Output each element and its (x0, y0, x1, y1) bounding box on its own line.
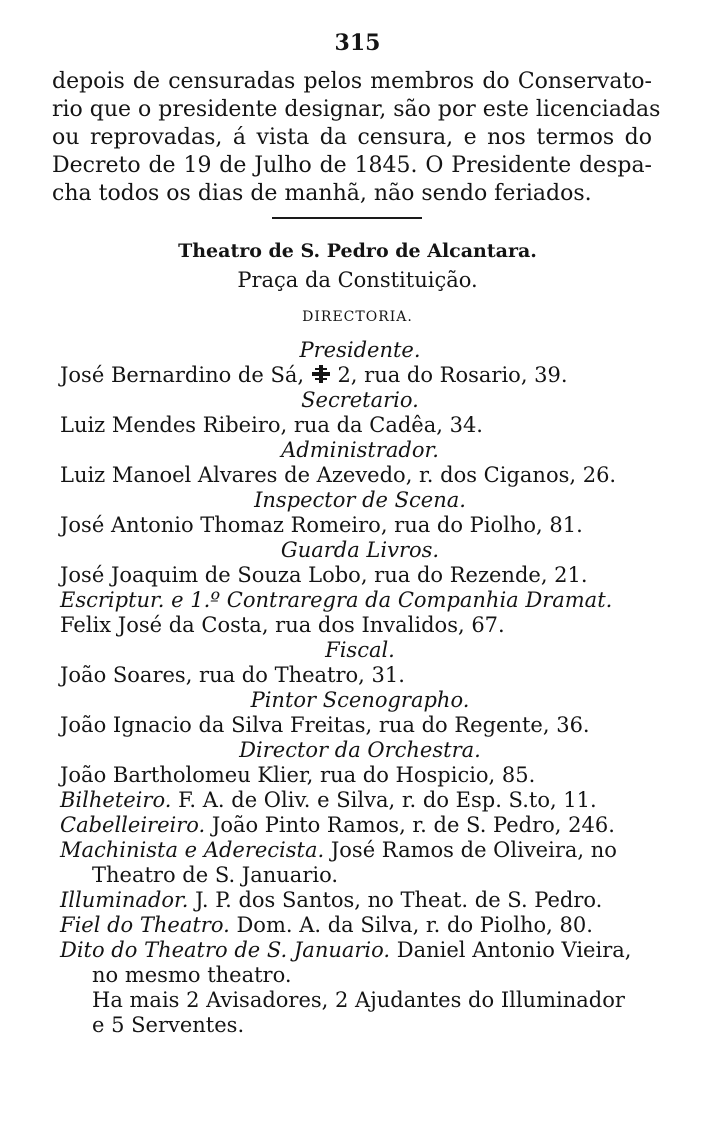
intro-line: Decreto de 19 de Julho de 1845. O Presidente despa- (52, 153, 652, 178)
role-title: Fiel do Theatro. (60, 913, 230, 937)
person-entry: João Pinto Ramos, r. de S. Pedro, 246. (211, 813, 615, 837)
role-title: Presidente. (299, 338, 421, 362)
person-entry: João Soares, rua do Theatro, 31. (60, 663, 405, 687)
inline-entry (60, 938, 660, 963)
inline-entry (60, 913, 660, 938)
role-title: Fiscal. (325, 638, 395, 662)
person-entry: João Ignacio da Silva Freitas, rua do Regente, 36. (60, 713, 590, 737)
section-title: DIRECTORIA. (302, 309, 413, 325)
inline-entry (60, 813, 660, 838)
person-entry: Dom. A. da Silva, r. do Piolho, 80. (236, 913, 593, 937)
person-entry-continued: Theatro de S. Januario. (92, 863, 339, 887)
role-title: Cabelleireiro. (60, 813, 206, 837)
role-title: Illuminador. (60, 888, 189, 912)
role-title: Machinista e Aderecista. (60, 838, 325, 862)
role-title: Guarda Livros. (280, 538, 440, 562)
directory-list (60, 338, 660, 1038)
cross-of-order-icon (311, 364, 331, 384)
inline-entry (60, 838, 660, 863)
person-name: José Bernardino de Sá, (60, 363, 305, 387)
role-title: Administrador. (281, 438, 439, 462)
person-entry: João Bartholomeu Klier, rua do Hospicio, 85. (60, 763, 536, 787)
role-title: Inspector de Scena. (254, 488, 466, 512)
staff-note-continued: e 5 Serventes. (92, 1013, 245, 1037)
person-entry: José Antonio Thomaz Romeiro, rua do Piolho, 81. (60, 513, 583, 537)
role-title: Secretario. (301, 388, 419, 412)
role-title: Dito do Theatro de S. Januario. (60, 938, 391, 962)
person-entry: José Joaquim de Souza Lobo, rua do Rezende, 21. (60, 563, 588, 587)
inline-entry (60, 888, 660, 913)
person-address: 2, rua do Rosario, 39. (337, 363, 568, 387)
role-title: Bilheteiro. (60, 788, 172, 812)
section-divider (272, 217, 422, 219)
person-entry-continued: no mesmo theatro. (92, 963, 292, 987)
role-title: Escriptur. e 1.º Contraregra da Companhia Dramat. (60, 588, 613, 612)
person-entry: Luiz Manoel Alvares de Azevedo, r. dos Ciganos, 26. (60, 463, 617, 487)
person-entry: José Ramos de Oliveira, no (330, 838, 617, 862)
intro-line: depois de censuradas pelos membros do Conservato- (52, 69, 652, 94)
person-entry: F. A. de Oliv. e Silva, r. do Esp. S.to, 11. (178, 788, 597, 812)
theatre-address: Praça da Constituição. (237, 268, 478, 292)
person-entry: Luiz Mendes Ribeiro, rua da Cadêa, 34. (60, 413, 483, 437)
staff-note: Ha mais 2 Avisadores, 2 Ajudantes do Illuminador (92, 988, 625, 1012)
person-entry (60, 363, 660, 388)
person-entry: J. P. dos Santos, no Theat. de S. Pedro. (195, 888, 603, 912)
page-number: 315 (334, 30, 381, 56)
intro-line: ou reprovadas, á vista da censura, e nos termos do (52, 125, 652, 150)
intro-line: rio que o presidente designar, são por este licenciadas (52, 97, 661, 122)
person-entry: Felix José da Costa, rua dos Invalidos, 67. (60, 613, 505, 637)
intro-paragraph (52, 68, 661, 208)
role-title: Pintor Scenographo. (250, 688, 470, 712)
inline-entry (60, 788, 660, 813)
theatre-heading: Theatro de S. Pedro de Alcantara. (178, 240, 537, 262)
role-title: Director da Orchestra. (239, 738, 481, 762)
person-entry: Daniel Antonio Vieira, (396, 938, 632, 962)
intro-line: cha todos os dias de manhã, não sendo feriados. (52, 181, 592, 206)
